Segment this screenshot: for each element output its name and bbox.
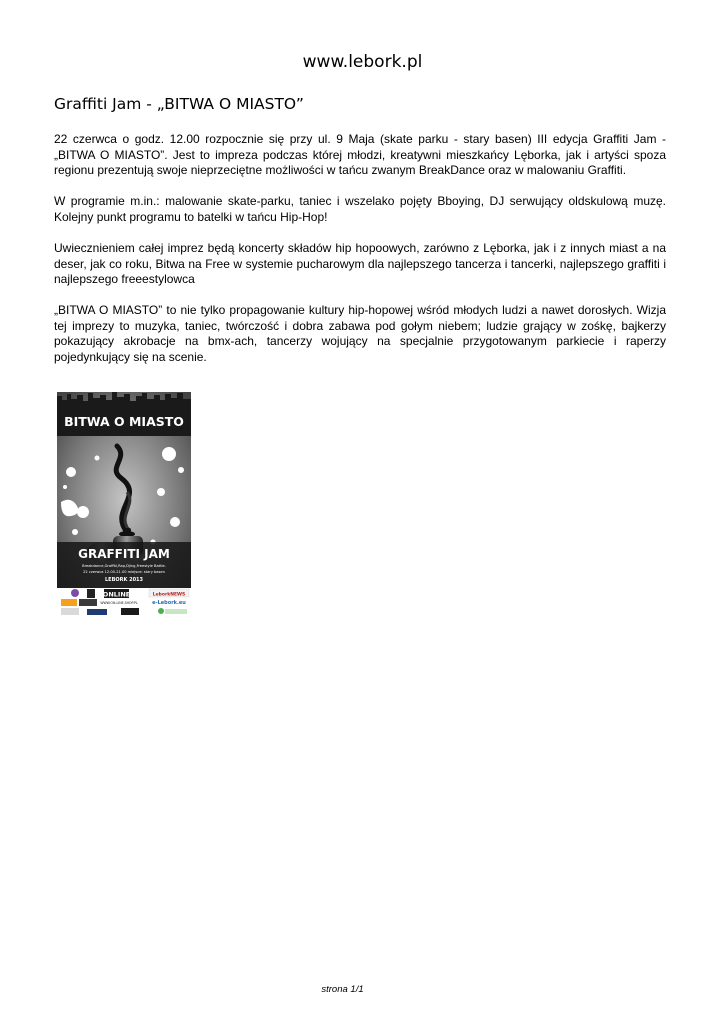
sponsor-leborknews-logo: LeborkNEWS bbox=[152, 592, 186, 598]
sponsor-lebork-eu-logo: e-Lebork.eu bbox=[152, 600, 186, 606]
event-poster-image bbox=[57, 392, 191, 618]
poster-info-line: 22 czerwca 12.00-21.00 miejsce: stary basen bbox=[83, 570, 165, 574]
article-title: Graffiti Jam - „BITWA O MIASTO” bbox=[54, 95, 304, 113]
sponsor-url-text: WWW.ON-LINE.SHOP.PL bbox=[100, 601, 138, 605]
article-paragraph: Uwiecznieniem całej imprez będą koncerty składów hip hopoowych, zarówno z Lęborka, jak i z innych miast a na deser, jak co roku, Bitwa na Free w systemie pucharowym dla najlepszego tancerza i tancerki, najlepszego graffiti i najlepszego freeestylowca bbox=[54, 240, 666, 287]
page-number: strona 1/1 bbox=[321, 984, 364, 995]
article-paragraph: 22 czerwca o godz. 12.00 rozpocznie się przy ul. 9 Maja (skate parku - stary basen) III edycja Graffiti Jam - „BITWA O MIASTO”. Jest to impreza podczas której młodzi, kreatywni mieszkańcy Lęborka, jak i artyści spoza regionu prezentują swoje nieprzeciętne możliwości w tańcu zwanym BreakDance oraz w malowaniu Graffiti. bbox=[54, 132, 666, 178]
poster-info-line: Breakdance,Graffiti,Rap,Djing,Freestyle Battle. bbox=[82, 564, 166, 568]
poster-title: BITWA O MIASTO bbox=[64, 414, 184, 429]
sponsor-online-logo: ONLINE bbox=[102, 590, 131, 599]
article-paragraph: „BITWA O MIASTO” to nie tylko propagowanie kultury hip-hopowej wśród młodych ludzi a nawet dorosłych. Wizja tej imprezy to muzyka, taniec, twórczość i dobra zabawa pod gołym niebem; ludzie grający w zośkę, bajkerzy pokazujący akrobacje na bmx-ach, tancerzy wojujący na specjalnie przygotowanym parkiecie i raperzy pojedynkujący się na scenie. bbox=[54, 303, 666, 365]
site-url: www.lebork.pl bbox=[302, 52, 423, 72]
article-paragraph: W programie m.in.: malowanie skate-parku, taniec i wszelako pojęty Bboying, DJ serwujący oldskulową muzę. Kolejny punkt programu to batelki w tańcu Hip-Hop! bbox=[54, 194, 666, 224]
poster-subtitle: GRAFFITI JAM bbox=[78, 547, 170, 561]
article-body bbox=[54, 132, 666, 381]
poster-info-line: LEBORK 2013 bbox=[104, 577, 144, 583]
